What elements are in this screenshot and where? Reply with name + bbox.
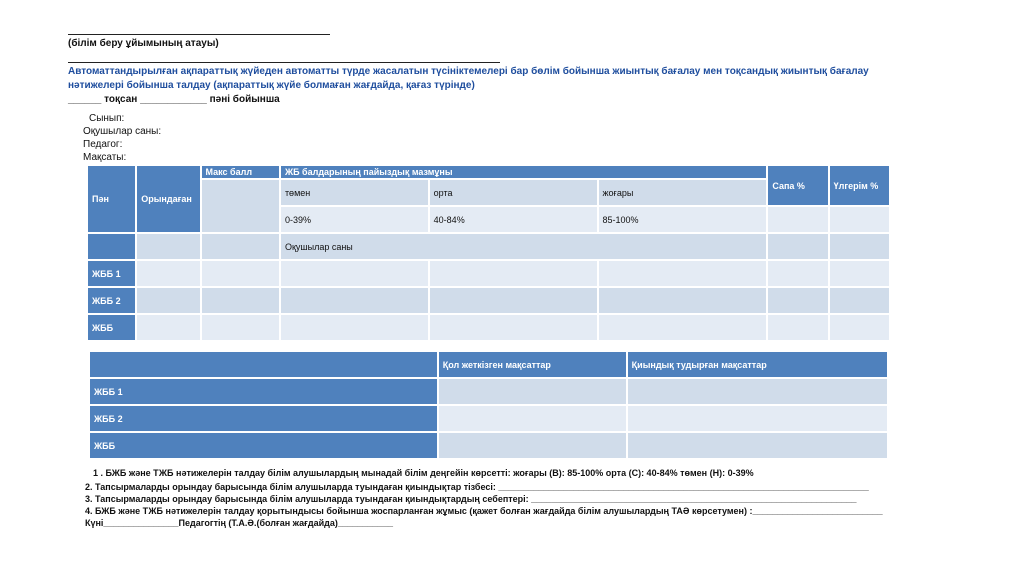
table-cell [628,433,887,458]
col-max-score: Макс балл [202,166,279,178]
row-jbb1: ЖББ 1 [88,261,135,286]
page-title-line-2: нәтижелері бойынша талдау (ақпараттық жүйе болмаған жағдайда, қағаз түрінде) [68,80,475,91]
class-label: Сынып: [89,113,125,124]
table-cell [768,315,827,340]
table-cell [599,288,767,313]
results-table [86,164,891,342]
progress-cell [830,207,889,232]
table-cell [137,288,199,313]
table-cell [830,315,889,340]
range-mid: 40-84% [430,207,597,232]
col-subject: Пән [88,166,135,232]
table-cell [830,234,889,259]
note-4: 4. БЖБ және ТЖБ нәтижелерін талдау қорытындысы бойынша жоспарланған жұмыс (қажет болған жағдайда білім алушылардың ТАӘ көрсетумен) :__________________________ [85,506,883,516]
table-cell [202,261,279,286]
quality-cell [768,207,827,232]
table-cell [90,352,437,377]
table-cell [430,315,597,340]
table-cell [628,379,887,404]
table-cell [830,288,889,313]
col-progress: Үлгерім % [830,166,889,205]
table-cell [439,406,626,431]
level-mid: орта [430,180,597,205]
table-cell [599,261,767,286]
note-5: Күні_______________Педагогтің (Т.А.Ә.(болған жағдайда)___________ [85,518,393,528]
table-cell [137,315,199,340]
table-cell [439,379,626,404]
goals-label: Мақсаты: [83,152,127,163]
goals-table [88,350,889,460]
col-performed: Орындаған [137,166,199,232]
col-difficult: Қиындық тудырған мақсаттар [628,352,887,377]
note-2: 2. Тапсырмаларды орындау барысында білім алушыларда туындаған қиындықтар тізбесі: __________________________________________________________________________ [85,482,869,492]
table-row [88,234,135,259]
row-jbb2: ЖББ 2 [88,288,135,313]
table-cell [137,261,199,286]
table-cell [599,315,767,340]
row-jbb1: ЖББ 1 [90,379,437,404]
table-cell [202,315,279,340]
table-cell [768,261,827,286]
table-cell [202,234,279,259]
table-cell [281,288,428,313]
col-achieved: Қол жеткізген мақсаттар [439,352,626,377]
teacher-label: Педагог: [83,139,123,150]
note-3: 3. Тапсырмаларды орындау барысында білім алушыларда туындаған қиындықтардың себептері: _________________________________________________________________ [85,494,857,504]
col-quality: Сапа % [768,166,827,205]
row-jbb: ЖББ [88,315,135,340]
table-cell [439,433,626,458]
note-1: 1 . БЖБ және ТЖБ нәтижелерін талдау білім алушылардың мынадай білім деңгейін көрсетті: жоғары (В): 85-100% орта (С): 40-84% төмен (Н): 0-39% [93,468,754,478]
table-cell [430,261,597,286]
row-jbb2: ЖББ 2 [90,406,437,431]
students-count-label: Оқушылар саны [281,234,766,259]
table-cell [137,234,199,259]
org-name-underline [68,34,330,35]
max-score-cell [202,180,279,232]
table-cell [430,288,597,313]
quarter-line: ______ тоқсан ____________ пәні бойынша [68,94,280,105]
level-low: төмен [281,180,428,205]
level-high: жоғары [599,180,767,205]
page-title-line-1: Автоматтандырылған ақпараттық жүйеден автоматты түрде жасалатын түсініктемелері бар бөлім бойынша жиынтық бағалау мен тоқсандық жиынтық бағалау [68,66,869,77]
table-cell [281,261,428,286]
range-high: 85-100% [599,207,767,232]
table-cell [281,315,428,340]
table-cell [830,261,889,286]
table-cell [768,288,827,313]
range-low: 0-39% [281,207,428,232]
title-underline [68,62,500,63]
org-name: (білім беру ұйымының атауы) [68,38,219,49]
table-cell [628,406,887,431]
col-content: ЖБ балдарының пайыздық мазмұны [281,166,766,178]
table-cell [768,234,827,259]
row-jbb: ЖББ [90,433,437,458]
students-label: Оқушылар саны: [83,126,162,137]
table-cell [202,288,279,313]
